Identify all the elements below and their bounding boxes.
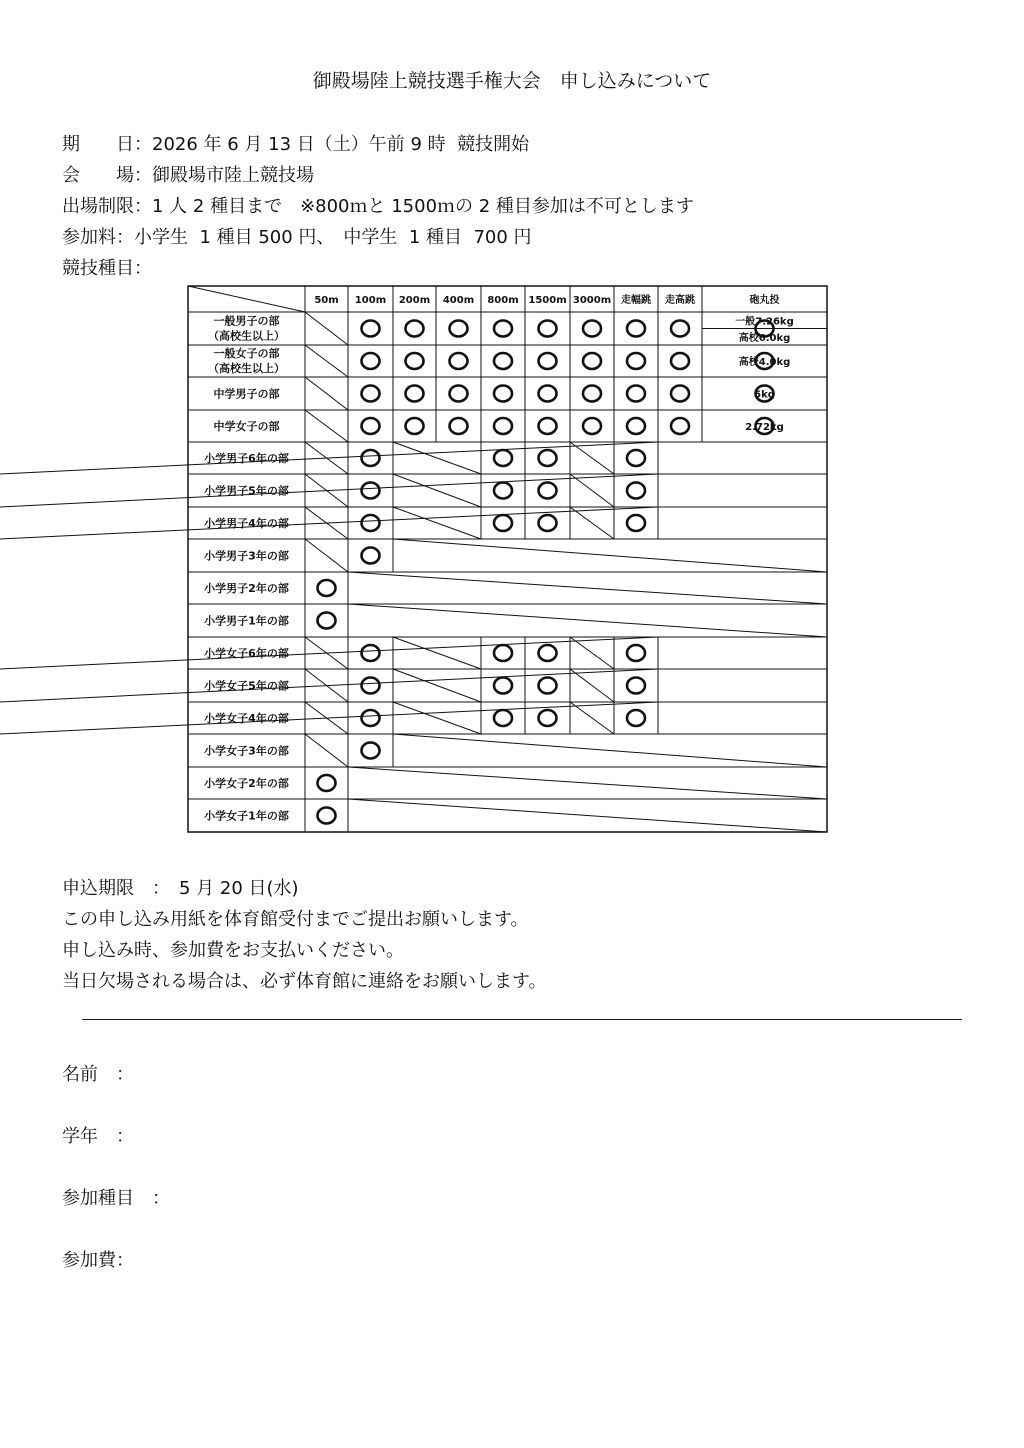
- row-label: 小学男子3年の部: [204, 549, 289, 563]
- entry-deadline: 申込期限 ： 5 月 20 日(水): [62, 878, 299, 899]
- not-applicable-slash: [305, 539, 348, 572]
- entry-circle: [627, 678, 645, 694]
- column-header: 800m: [487, 295, 519, 306]
- entry-circle: [539, 678, 557, 694]
- entry-circle: [539, 645, 557, 661]
- entry-circle: [627, 515, 645, 531]
- shot-weight: 高校4.0kg: [738, 357, 791, 368]
- entry-circle: [362, 483, 380, 499]
- entry-circle: [583, 386, 601, 402]
- column-header: 400m: [442, 295, 475, 306]
- entry-circle: [627, 353, 645, 369]
- not-applicable-slash: [348, 572, 827, 604]
- entry-circle: [627, 386, 645, 402]
- entry-circle: [539, 515, 557, 531]
- shot-weight: 高校6.0kg: [738, 332, 791, 344]
- not-applicable-slash: [0, 669, 658, 702]
- not-applicable-slash: [570, 507, 614, 539]
- entry-circle: [406, 321, 424, 337]
- not-applicable-slash: [393, 507, 481, 539]
- entry-circle: [627, 321, 645, 337]
- entry-circle: [539, 450, 557, 466]
- entry-circle: [583, 321, 601, 337]
- not-applicable-slash: [393, 669, 481, 702]
- row-label: 小学女子5年の部: [204, 679, 289, 693]
- not-applicable-slash: [570, 702, 614, 734]
- entry-circle: [318, 775, 336, 791]
- entry-circle: [318, 808, 336, 824]
- entry-circle: [362, 418, 380, 434]
- column-header: 50m: [314, 295, 339, 306]
- shot-weight: 一般7.26kg: [735, 316, 794, 328]
- not-applicable-slash: [570, 637, 614, 669]
- not-applicable-slash: [393, 539, 827, 572]
- not-applicable-slash: [0, 474, 658, 507]
- entry-circle: [671, 321, 689, 337]
- entry-circle: [406, 418, 424, 434]
- event-venue: 会 場：御殿場市陸上競技場: [62, 165, 314, 186]
- entry-circle: [362, 450, 380, 466]
- entry-circle: [362, 321, 380, 337]
- entry-circle: [494, 353, 512, 369]
- entry-circle: [362, 353, 380, 369]
- entry-circle: [494, 645, 512, 661]
- event-date: 期 日：2026 年 6 月 13 日（土）午前 9 時 競技開始: [62, 134, 530, 155]
- not-applicable-slash: [305, 312, 348, 345]
- note-absence: 当日欠場される場合は、必ず体育館に連絡をお願いします。: [62, 971, 547, 992]
- column-header: 3000m: [572, 295, 612, 306]
- entry-circle: [494, 418, 512, 434]
- entry-circle: [671, 353, 689, 369]
- not-applicable-slash: [393, 702, 481, 734]
- not-applicable-slash: [393, 637, 481, 669]
- not-applicable-slash: [0, 442, 658, 474]
- entry-circle: [539, 483, 557, 499]
- column-header: 走高跳: [665, 295, 695, 306]
- column-header: 砲丸投: [749, 295, 780, 306]
- note-submit: この申し込み用紙を体育館受付までご提出お願いします。: [62, 909, 529, 930]
- entry-fee: 参加料：小学生 1 種目 500 円、 中学生 1 種目 700 円: [62, 227, 532, 248]
- entry-circle: [494, 710, 512, 726]
- form-fee-field: 参加費：: [62, 1250, 134, 1271]
- row-label: 小学女子2年の部: [204, 777, 289, 790]
- entry-circle: [494, 515, 512, 531]
- entry-circle: [362, 515, 380, 531]
- entry-circle: [671, 386, 689, 402]
- not-applicable-slash: [570, 669, 614, 702]
- entry-circle: [539, 386, 557, 402]
- entry-circle: [450, 321, 468, 337]
- row-label: 小学男子2年の部: [204, 582, 289, 595]
- entry-circle: [362, 743, 380, 759]
- not-applicable-slash: [393, 474, 481, 507]
- row-label: 小学男子5年の部: [204, 484, 289, 498]
- column-header: 1500m: [528, 295, 567, 306]
- row-label: 一般女子の部: [213, 347, 280, 360]
- column-header: 走幅跳: [621, 295, 651, 306]
- not-applicable-slash: [305, 377, 348, 410]
- entry-circle: [494, 678, 512, 694]
- not-applicable-slash: [570, 442, 614, 474]
- not-applicable-slash: [348, 767, 827, 799]
- entry-circle: [583, 353, 601, 369]
- entry-circle: [318, 613, 336, 629]
- not-applicable-slash: [305, 345, 348, 377]
- row-label: 小学男子1年の部: [204, 614, 289, 628]
- row-label: （高校生以上）: [208, 362, 285, 375]
- entry-circle: [494, 386, 512, 402]
- entry-circle: [627, 483, 645, 499]
- events-label: 競技種目：: [62, 258, 152, 279]
- row-label: 小学女子6年の部: [204, 647, 289, 660]
- row-label: 小学男子4年の部: [204, 517, 289, 530]
- entry-circle: [450, 353, 468, 369]
- entry-limit: 出場制限：1 人 2 種目まで ※800ｍと 1500ｍの 2 種目参加は不可とします: [62, 196, 694, 217]
- entry-circle: [627, 710, 645, 726]
- entry-circle: [583, 418, 601, 434]
- entry-circle: [494, 483, 512, 499]
- entry-circle: [362, 645, 380, 661]
- entry-circle: [450, 418, 468, 434]
- entry-circle: [406, 386, 424, 402]
- row-label: 一般男子の部: [213, 314, 280, 328]
- row-label: 小学女子3年の部: [204, 744, 289, 758]
- not-applicable-slash: [0, 507, 658, 539]
- form-name-field: 名前 ：: [62, 1064, 134, 1085]
- divider-line: [82, 1019, 962, 1020]
- corner-diagonal: [188, 286, 305, 312]
- not-applicable-slash: [570, 474, 614, 507]
- column-header: 200m: [398, 295, 431, 306]
- shot-weight: 5kg: [754, 389, 775, 401]
- entry-circle: [362, 710, 380, 726]
- not-applicable-slash: [348, 799, 827, 832]
- not-applicable-slash: [0, 637, 658, 669]
- entry-circle: [450, 386, 468, 402]
- entry-circle: [406, 353, 424, 369]
- entry-circle: [362, 678, 380, 694]
- entry-circle: [362, 548, 380, 564]
- shot-weight: 2.72kg: [745, 422, 784, 433]
- entry-circle: [539, 321, 557, 337]
- entry-circle: [539, 418, 557, 434]
- row-label: 小学男子6年の部: [204, 452, 289, 465]
- entry-circle: [627, 645, 645, 661]
- column-header: 100m: [354, 295, 387, 306]
- row-label: （高校生以上）: [208, 329, 285, 343]
- page-title: 御殿場陸上競技選手権大会 申し込みについて: [312, 70, 712, 92]
- row-label: 小学女子1年の部: [204, 809, 289, 823]
- entry-circle: [362, 386, 380, 402]
- row-label: 中学女子の部: [213, 420, 280, 433]
- not-applicable-slash: [305, 410, 348, 442]
- row-label: 中学男子の部: [213, 387, 280, 401]
- entry-circle: [627, 418, 645, 434]
- not-applicable-slash: [348, 604, 827, 637]
- not-applicable-slash: [305, 734, 348, 767]
- entry-circle: [318, 580, 336, 596]
- note-payment: 申し込み時、参加費をお支払いください。: [62, 940, 404, 961]
- not-applicable-slash: [393, 442, 481, 474]
- entry-circle: [627, 450, 645, 466]
- entry-circle: [671, 418, 689, 434]
- entry-circle: [539, 710, 557, 726]
- form-grade-field: 学年 ：: [62, 1126, 134, 1147]
- not-applicable-slash: [0, 702, 658, 734]
- not-applicable-slash: [393, 734, 827, 767]
- entry-circle: [494, 321, 512, 337]
- form-events-field: 参加種目 ：: [62, 1188, 170, 1209]
- entry-circle: [494, 450, 512, 466]
- entry-circle: [539, 353, 557, 369]
- row-label: 小学女子4年の部: [204, 712, 289, 725]
